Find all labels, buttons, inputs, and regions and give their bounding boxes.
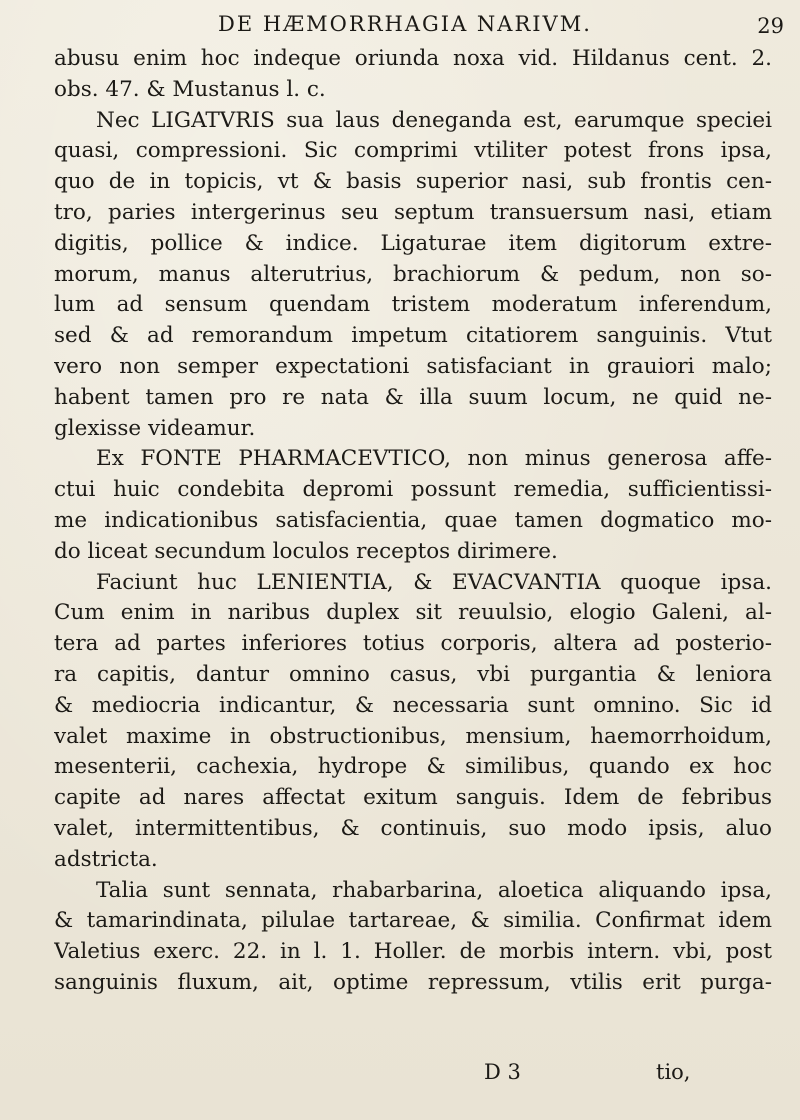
text-line-2: obs. 47. & Mustanus l. c. (54, 76, 326, 102)
text-line-8: morum, manus alterutrius, brachiorum & pedum, non so- (54, 261, 772, 287)
page-number: 29 (757, 14, 784, 38)
body-text (54, 44, 772, 999)
catchword: tio, (656, 1060, 691, 1084)
text-line-4: quasi, compressioni. Sic comprimi vtiliter potest frons ipsa, (54, 138, 772, 164)
text-line-3: Nec LIGATVRIS sua laus deneganda est, earumque speciei (96, 107, 772, 133)
text-line-30: Valetius exerc. 22. in l. 1. Holler. de morbis intern. vbi, post (54, 939, 772, 965)
text-line-7: digitis, pollice & indice. Ligaturae item digitorum extre- (54, 230, 772, 256)
text-line-25: capite ad nares affectat exitum sanguis. Idem de febribus (54, 785, 772, 811)
page-footer (0, 1060, 800, 1094)
signature-mark: D 3 (484, 1060, 521, 1084)
text-line-16: me indicationibus satisfacientia, quae tamen dogmatico mo- (54, 507, 772, 533)
text-line-11: vero non semper expectationi satisfaciant in grauiori malo; (54, 353, 772, 379)
text-line-14: Ex FONTE PHARMACEVTICO, non minus generosa affe- (96, 446, 772, 472)
text-line-23: valet maxime in obstructionibus, mensium, haemorrhoidum, (54, 723, 772, 749)
text-line-19: Cum enim in naribus duplex sit reuulsio, elogio Galeni, al- (54, 600, 772, 626)
text-line-22: & mediocria indicantur, & necessaria sunt omnino. Sic id (54, 692, 772, 718)
text-line-6: tro, paries intergerinus seu septum transuersum nasi, etiam (54, 199, 772, 225)
running-head: DE HÆMORRHAGIA NARIVM. (218, 12, 592, 36)
text-line-24: mesenterii, cachexia, hydrope & similibus, quando ex hoc (54, 754, 772, 780)
text-line-13: glexisse videamur. (54, 415, 256, 441)
page-header (0, 6, 800, 42)
text-line-12: habent tamen pro re nata & illa suum locum, ne quid ne- (54, 384, 772, 410)
text-line-5: quo de in topicis, vt & basis superior nasi, sub frontis cen- (54, 169, 772, 195)
text-line-9: lum ad sensum quendam tristem moderatum inferendum, (54, 292, 772, 318)
text-line-15: ctui huic condebita depromi possunt remedia, sufficientissi- (54, 477, 772, 503)
text-line-28: Talia sunt sennata, rhabarbarina, aloetica aliquando ipsa, (96, 877, 772, 903)
text-line-31: sanguinis fluxum, ait, optime repressum, vtilis erit purga- (54, 969, 772, 995)
text-line-10: sed & ad remorandum impetum citatiorem sanguinis. Vtut (54, 323, 772, 349)
text-line-17: do liceat secundum loculos receptos dirimere. (54, 538, 558, 564)
text-line-27: adstricta. (54, 846, 158, 872)
text-line-1: abusu enim hoc indeque oriunda noxa vid. Hildanus cent. 2. (54, 46, 772, 71)
text-line-20: tera ad partes inferiores totius corporis, altera ad posterio- (54, 631, 772, 657)
text-line-21: ra capitis, dantur omnino casus, vbi purgantia & leniora (54, 661, 772, 687)
text-line-26: valet, intermittentibus, & continuis, suo modo ipsis, aluo (54, 815, 772, 841)
text-line-18: Faciunt huc LENIENTIA, & EVACVANTIA quoque ipsa. (96, 569, 772, 595)
text-line-29: & tamarindinata, pilulae tartareae, & similia. Confirmat idem (54, 908, 772, 934)
